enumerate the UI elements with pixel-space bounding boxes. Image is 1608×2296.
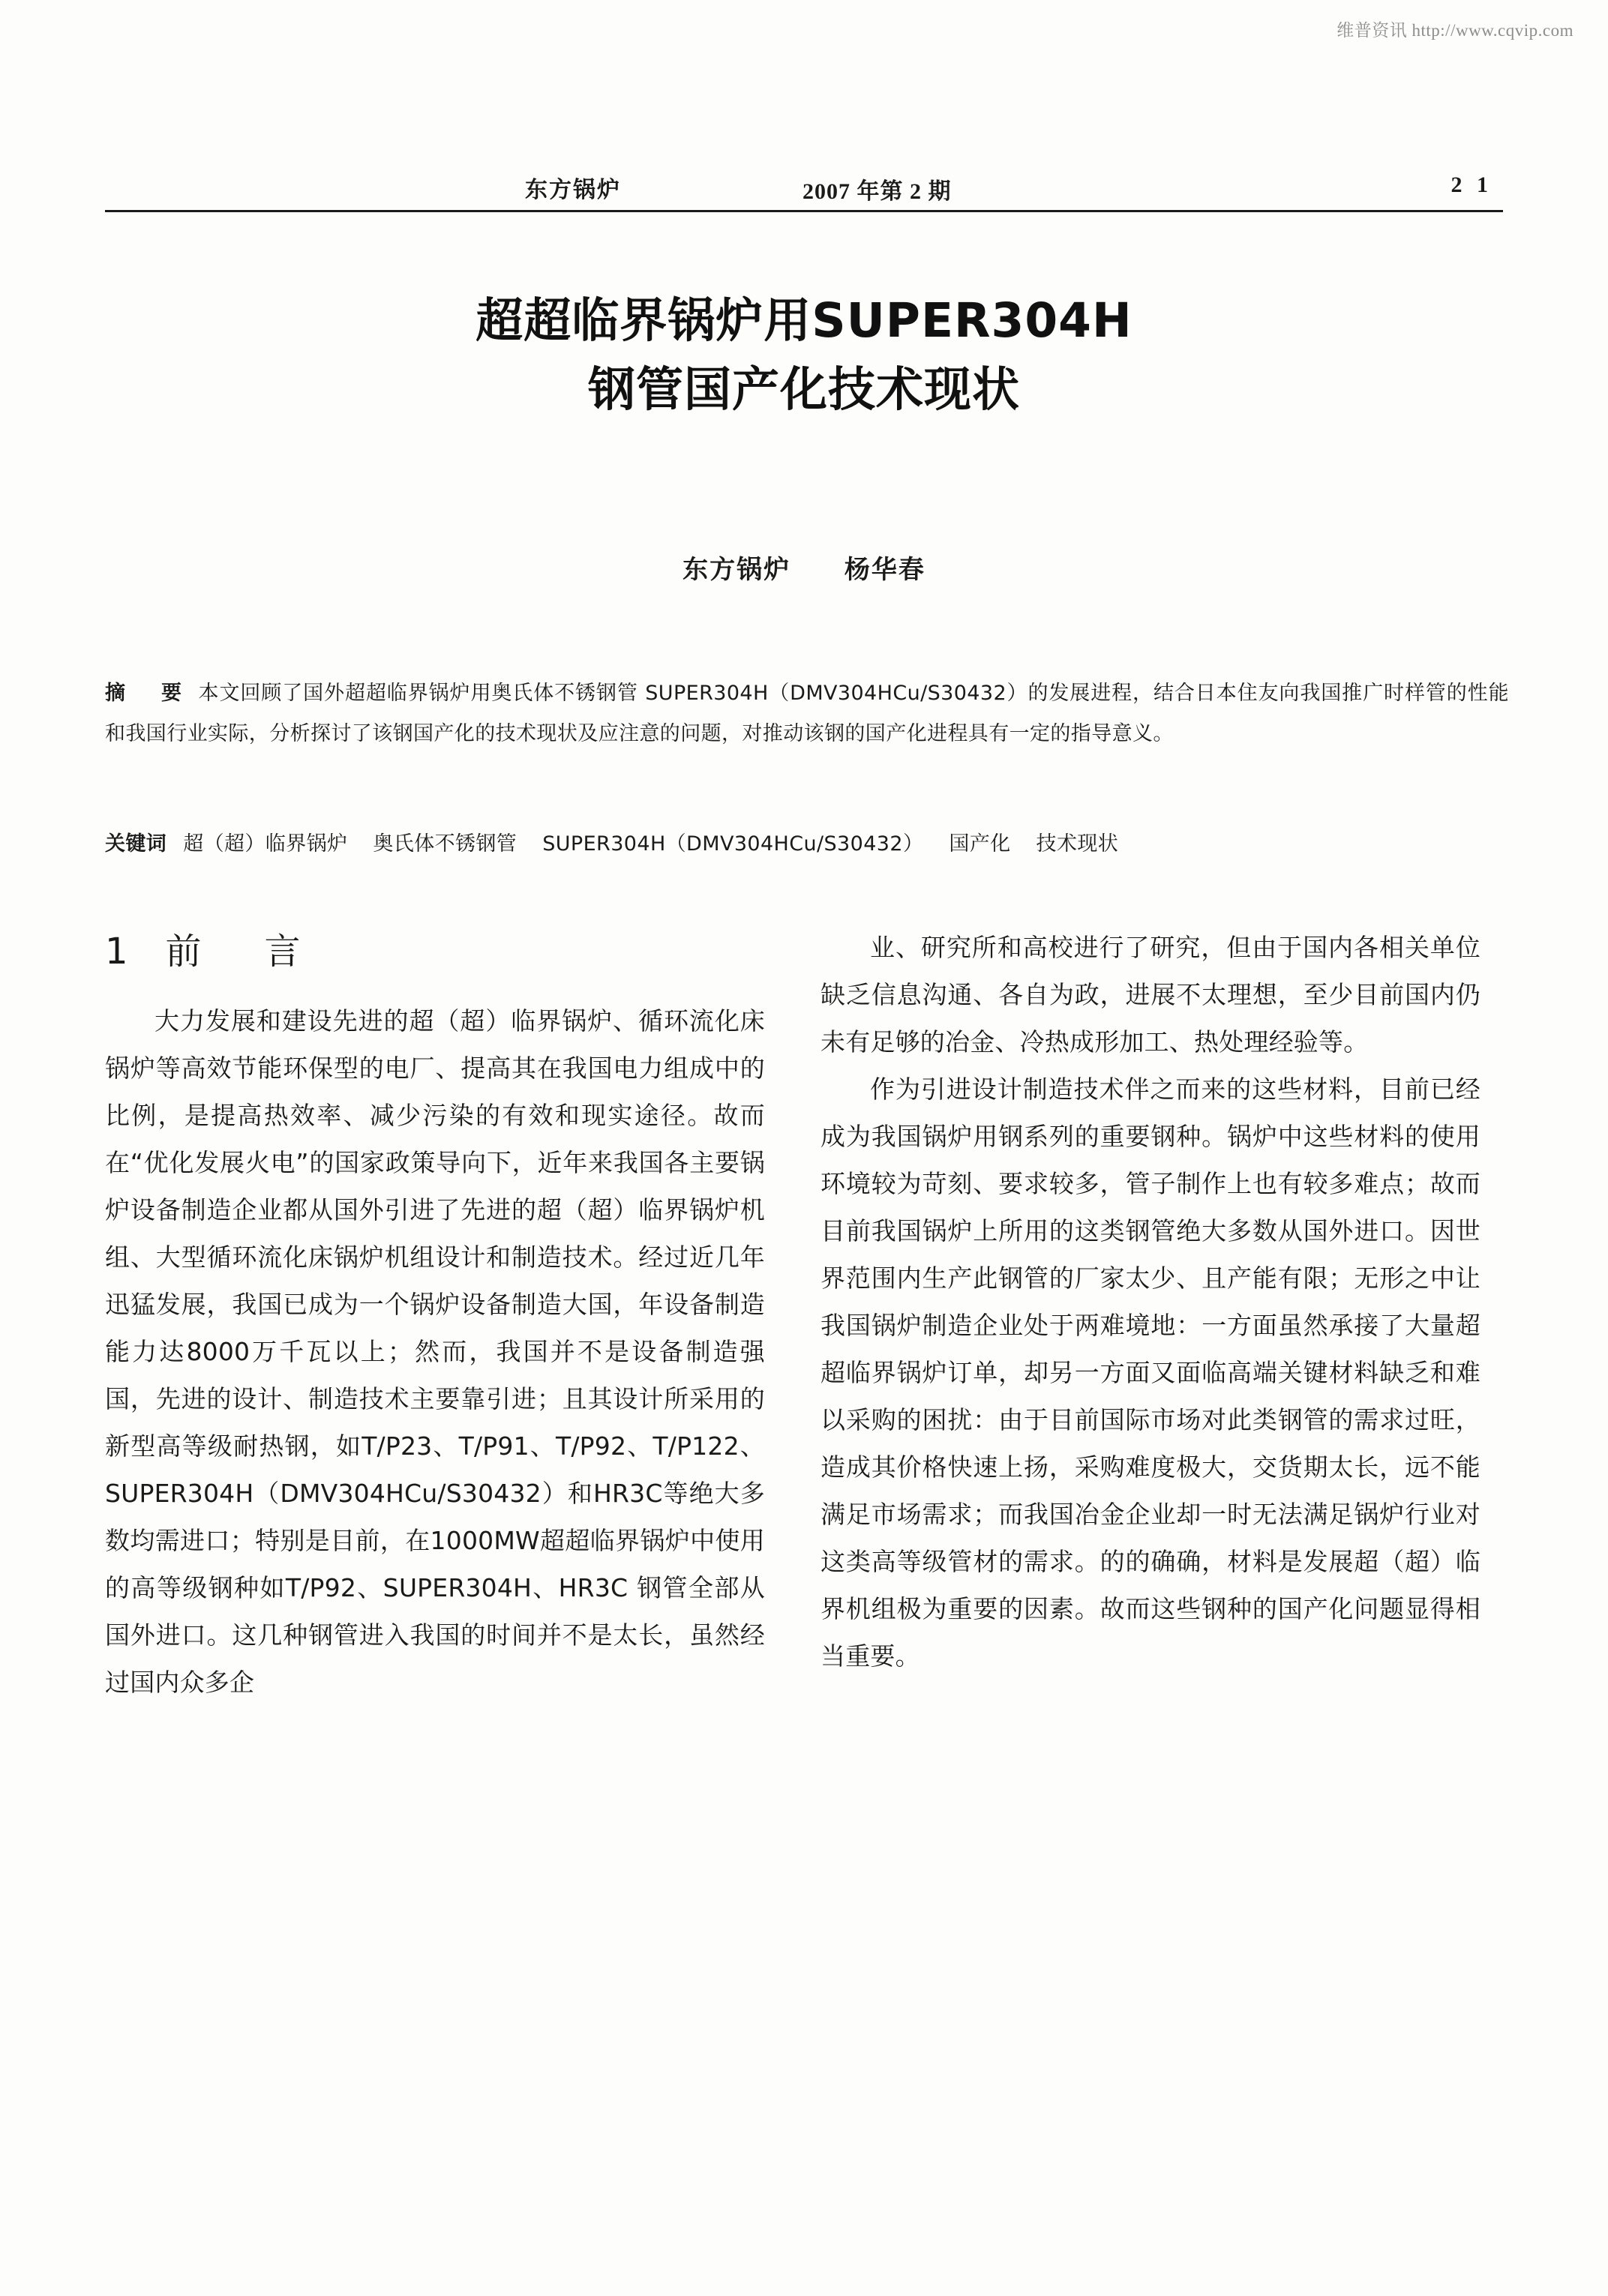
keyword-item: 国产化	[949, 832, 1011, 856]
title-line-1: 超超临界锅炉用SUPER304H	[476, 293, 1132, 348]
keyword-item: 技术现状	[1036, 832, 1119, 856]
paragraph: 大力发展和建设先进的超（超）临界锅炉、循环流化床锅炉等高效节能环保型的电厂、提高其在我国电力组成中的比例，是提高热效率、减少污染的有效和现实途径。故而在“优化发展火电”的国家政策导向下，近年来我国各主要锅炉设备制造企业都从国外引进了先进的超（超）临界锅炉机组、大型循环流化床锅炉机组设计和制造技术。经过近几年迅猛发展，我国已成为一个锅炉设备制造大国，年设备制造能力达8000万千瓦以上；然而，我国并不是设备制造强国，先进的设计、制造技术主要靠引进；且其设计所采用的新型高等级耐热钢，如T/P23、T/P91、T/P92、T/P122、SUPER304H（DMV304HCu/S30432）和HR3C等绝大多数均需进口；特别是目前，在1000MW超超临界锅炉中使用的高等级钢种如T/P92、SUPER304H、HR3C 钢管全部从国外进口。这几种钢管进入我国的时间并不是太长，虽然经过国内众多企	[105, 1006, 765, 1697]
section-number: 1	[105, 931, 130, 973]
body-column-left	[105, 924, 765, 1706]
author-line	[105, 549, 1503, 586]
section-title: 前 言	[165, 931, 314, 973]
keyword-item: 奥氏体不锈钢管	[373, 832, 518, 856]
header-rule	[105, 210, 1503, 212]
article-title	[105, 286, 1503, 424]
keywords-block	[105, 826, 1509, 862]
issue-info: 2007 年第 2 期	[802, 179, 952, 204]
section-heading	[105, 924, 765, 979]
paragraph: 作为引进设计制造技术伴之而来的这些材料，目前已经成为我国锅炉用钢系列的重要钢种。锅炉中这些材料的使用环境较为苛刻、要求较多，管子制作上也有较多难点；故而目前我国锅炉上所用的这类钢管绝大多数从国外进口。因世界范围内生产此钢管的厂家太少、且产能有限；无形之中让我国锅炉制造企业处于两难境地：一方面虽然承接了大量超超临界锅炉订单，却另一方面又面临高端关键材料缺乏和难以采购的困扰：由于目前国际市场对此类钢管的需求过旺，造成其价格快速上扬，采购难度极大，交货期太长，远不能满足市场需求；而我国冶金企业却一时无法满足锅炉行业对这类高等级管材的需求。的的确确，材料是发展超（超）临界机组极为重要的因素。故而这些钢种的国产化问题显得相当重要。	[820, 1075, 1480, 1671]
page-number: 2 1	[1450, 172, 1492, 197]
abstract-text: 本文回顾了国外超超临界锅炉用奥氏体不锈钢管 SUPER304H（DMV304HCu/S30432）的发展进程，结合日本住友向我国推广时样管的性能和我国行业实际，分析探讨了该钢国产化的技术现状及应注意的问题，对推动该钢的国产化进程具有一定的指导意义。	[105, 682, 1509, 745]
keyword-item: 超（超）临界锅炉	[183, 832, 348, 856]
abstract-block	[105, 673, 1509, 754]
paragraph: 业、研究所和高校进行了研究，但由于国内各相关单位缺乏信息沟通、各自为政，进展不太理想，至少目前国内仍未有足够的冶金、冷热成形加工、热处理经验等。	[820, 933, 1480, 1057]
abstract-label: 摘 要	[105, 682, 190, 705]
title-line-2: 钢管国产化技术现状	[588, 362, 1020, 417]
author-organization: 东方锅炉	[682, 555, 791, 585]
keyword-item: SUPER304H（DMV304HCu/S30432）	[542, 832, 924, 856]
journal-name: 东方锅炉	[525, 177, 621, 203]
body-column-right	[820, 924, 1480, 1680]
running-head	[105, 171, 1503, 205]
author-name: 杨华春	[844, 555, 926, 585]
watermark-text: 维普资讯 http://www.cqvip.com	[1336, 21, 1574, 40]
keywords-label: 关键词	[105, 832, 167, 856]
